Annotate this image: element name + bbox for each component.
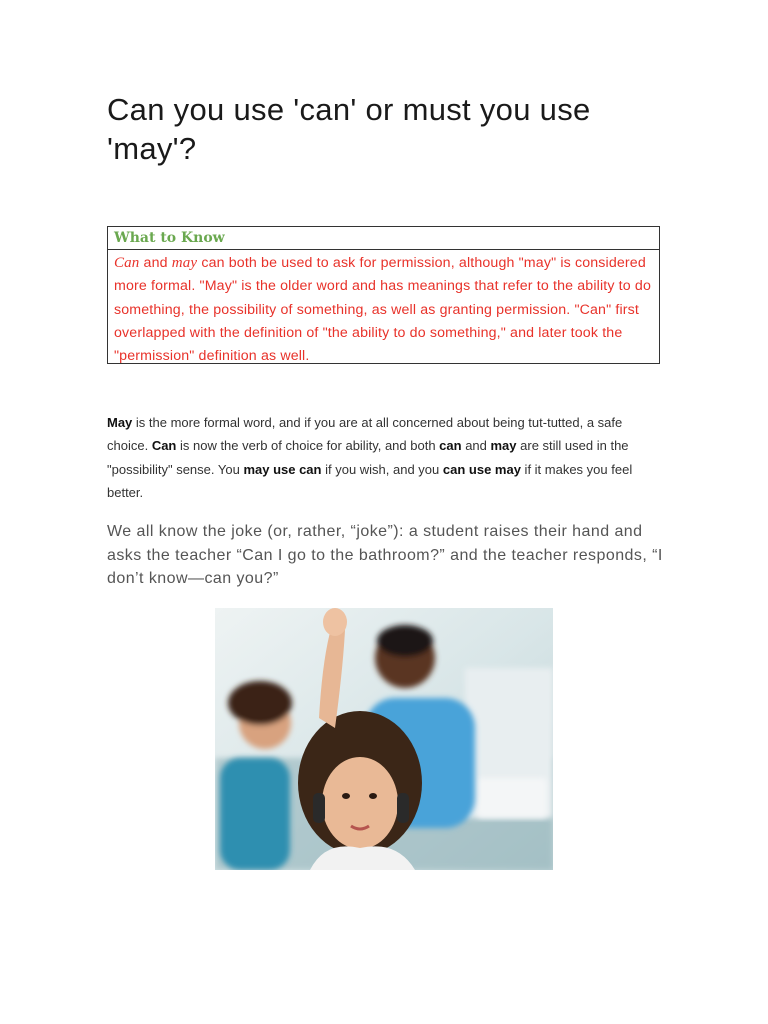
text-span: if it makes you feel better. xyxy=(107,461,633,500)
text-span: is now the verb of choice for ability, and both xyxy=(176,438,440,454)
what-to-know-body: can both be used to ask for permission, although "may" is considered more formal. "May" is the older word and has meanings that refer to the ability to do something, the possibility of something, as well as granting permission. "Can" first overlapped with the definition of "the ability to do something," and later took the "permission" definition as well. xyxy=(114,255,651,365)
bold-can-use-may: can use may xyxy=(442,461,521,477)
what-to-know-text xyxy=(108,250,659,368)
classroom-photo xyxy=(215,608,553,870)
text-span: if you wish, and you xyxy=(321,461,443,477)
paragraph-formal-usage xyxy=(107,411,667,504)
paragraph-joke: We all know the joke (or, rather, “joke”): a student raises their hand and asks the teacher “Can I go to the bathroom?” and the teacher responds, “I don’t know—can you?” xyxy=(107,523,663,587)
bold-can: can xyxy=(439,438,462,454)
page-title: Can you use 'can' or must you use 'may'? xyxy=(107,92,591,166)
what-to-know-heading: What to Know xyxy=(108,227,659,250)
classroom-illustration xyxy=(215,608,553,870)
bold-may: May xyxy=(107,415,133,430)
bold-can: Can xyxy=(151,438,177,454)
text-and: and xyxy=(139,255,172,271)
bold-may-use-can: may use can xyxy=(243,461,322,477)
text-span: and xyxy=(461,438,491,454)
what-to-know-box xyxy=(107,226,660,364)
text-span: are still used in the "possibility" sense. You xyxy=(107,438,629,477)
bold-may: may xyxy=(490,438,517,454)
term-may: may xyxy=(171,255,198,271)
text-span: is the more formal word, and if you are at all concerned about being tut-tutted, a safe choice. xyxy=(107,415,623,454)
term-can: Can xyxy=(114,255,140,271)
